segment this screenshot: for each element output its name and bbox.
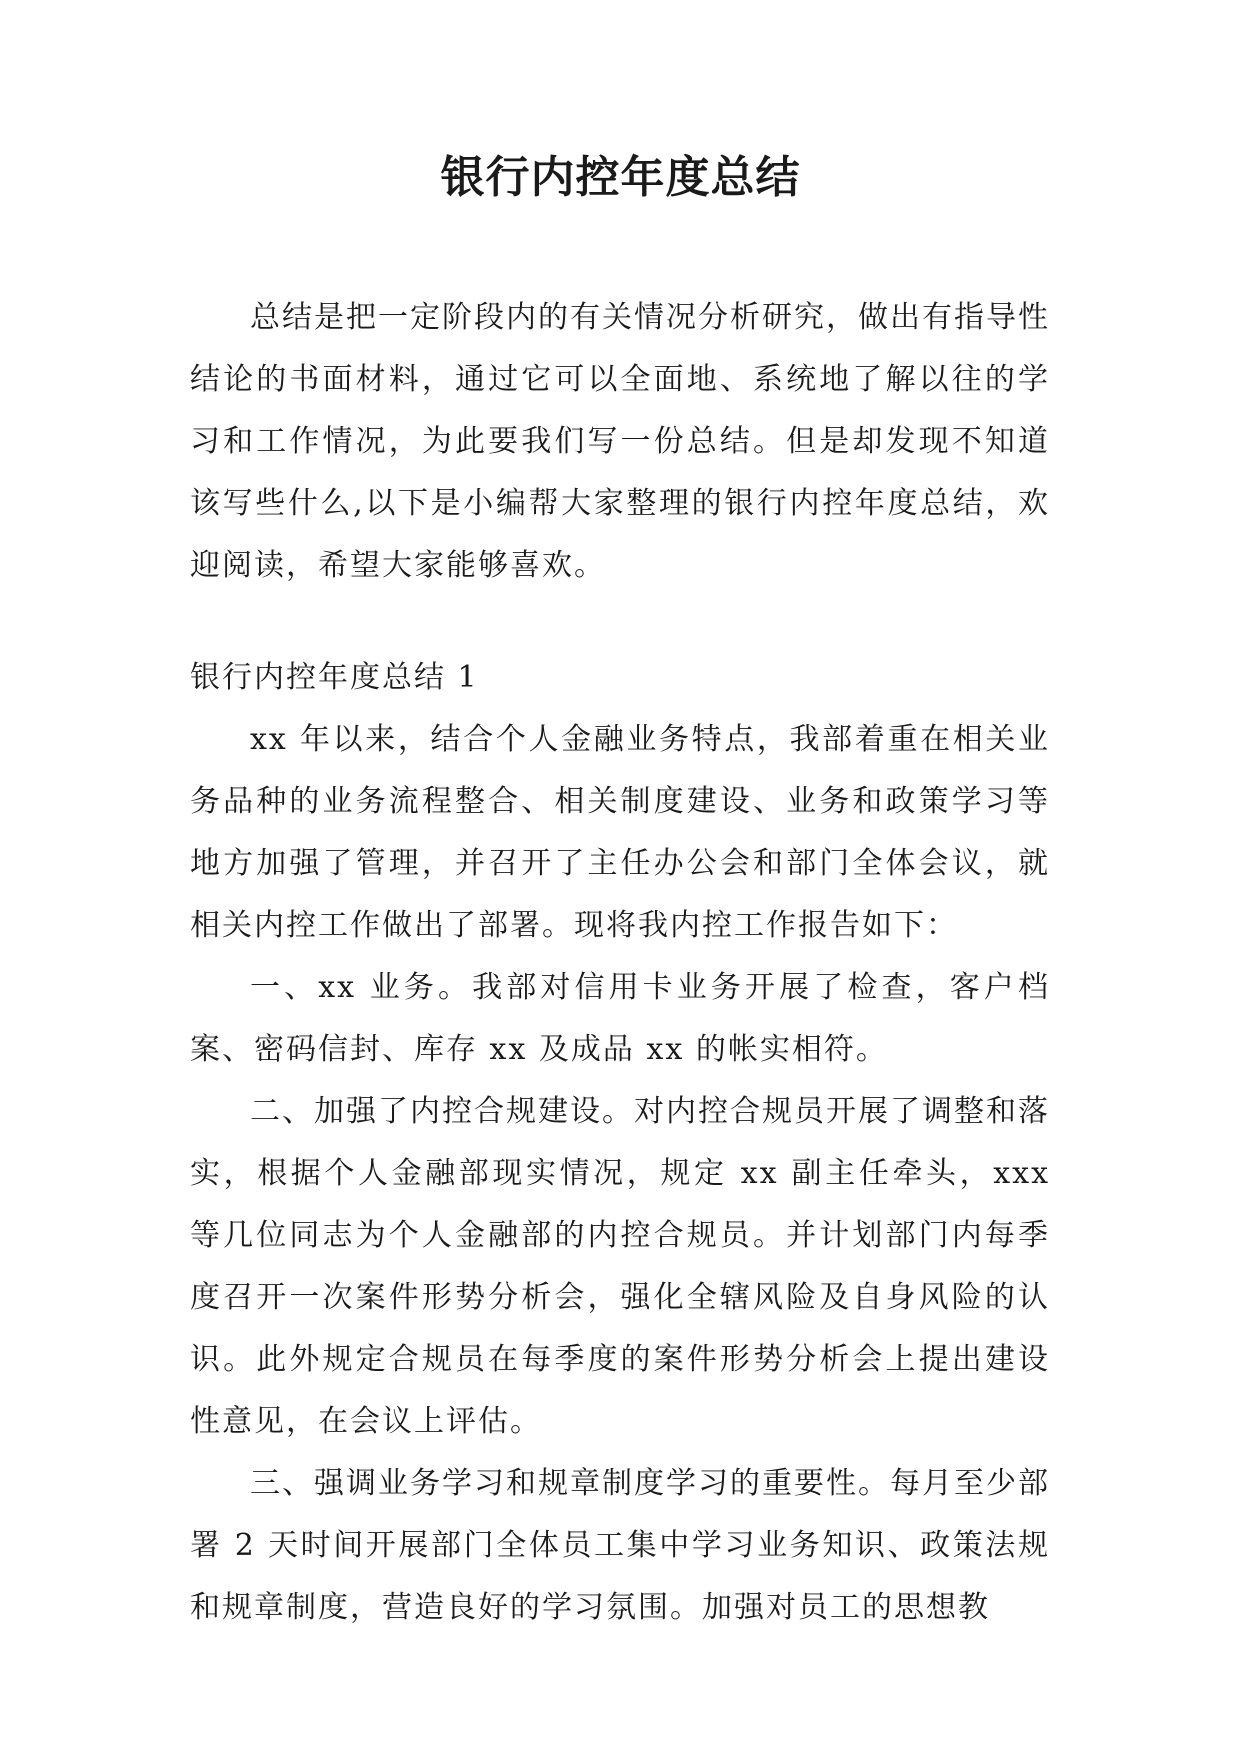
body-paragraph-3: 二、加强了内控合规建设。对内控合规员开展了调整和落实，根据个人金融部现实情况，规定 xx 副主任牵头，xxx 等几位同志为个人金融部的内控合规员。并计划部门内每季度召开一次案件形势分析会，强化全辖风险及自身风险的认识。此外规定合规员在每季度的案件形势分析会上提出建设性意见，在会议上评估。 (190, 1094, 1050, 1439)
section-heading: 银行内控年度总结 1 (190, 660, 479, 695)
body-paragraph-2: 一、xx 业务。我部对信用卡业务开展了检查，客户档案、密码信封、库存 xx 及成品 xx 的帐实相符。 (190, 970, 1050, 1067)
body-paragraph-4: 三、强调业务学习和规章制度学习的重要性。每月至少部署 2 天时间开展部门全体员工集中学习业务知识、政策法规和规章制度，营造良好的学习氛围。加强对员工的思想教 (190, 1466, 1050, 1625)
body-paragraph-1: xx 年以来，结合个人金融业务特点，我部着重在相关业务品种的业务流程整合、相关制度建设、业务和政策学习等地方加强了管理，并召开了主任办公会和部门全体会议，就相关内控工作做出了部署。现将我内控工作报告如下： (190, 722, 1050, 943)
document-body (190, 287, 1050, 1639)
intro-paragraph: 总结是把一定阶段内的有关情况分析研究，做出有指导性结论的书面材料，通过它可以全面地、系统地了解以往的学习和工作情况，为此要我们写一份总结。但是却发现不知道该写些什么,以下是小编帮大家整理的银行内控年度总结，欢迎阅读，希望大家能够喜欢。 (190, 300, 1050, 583)
document-title: 银行内控年度总结 (440, 152, 801, 203)
